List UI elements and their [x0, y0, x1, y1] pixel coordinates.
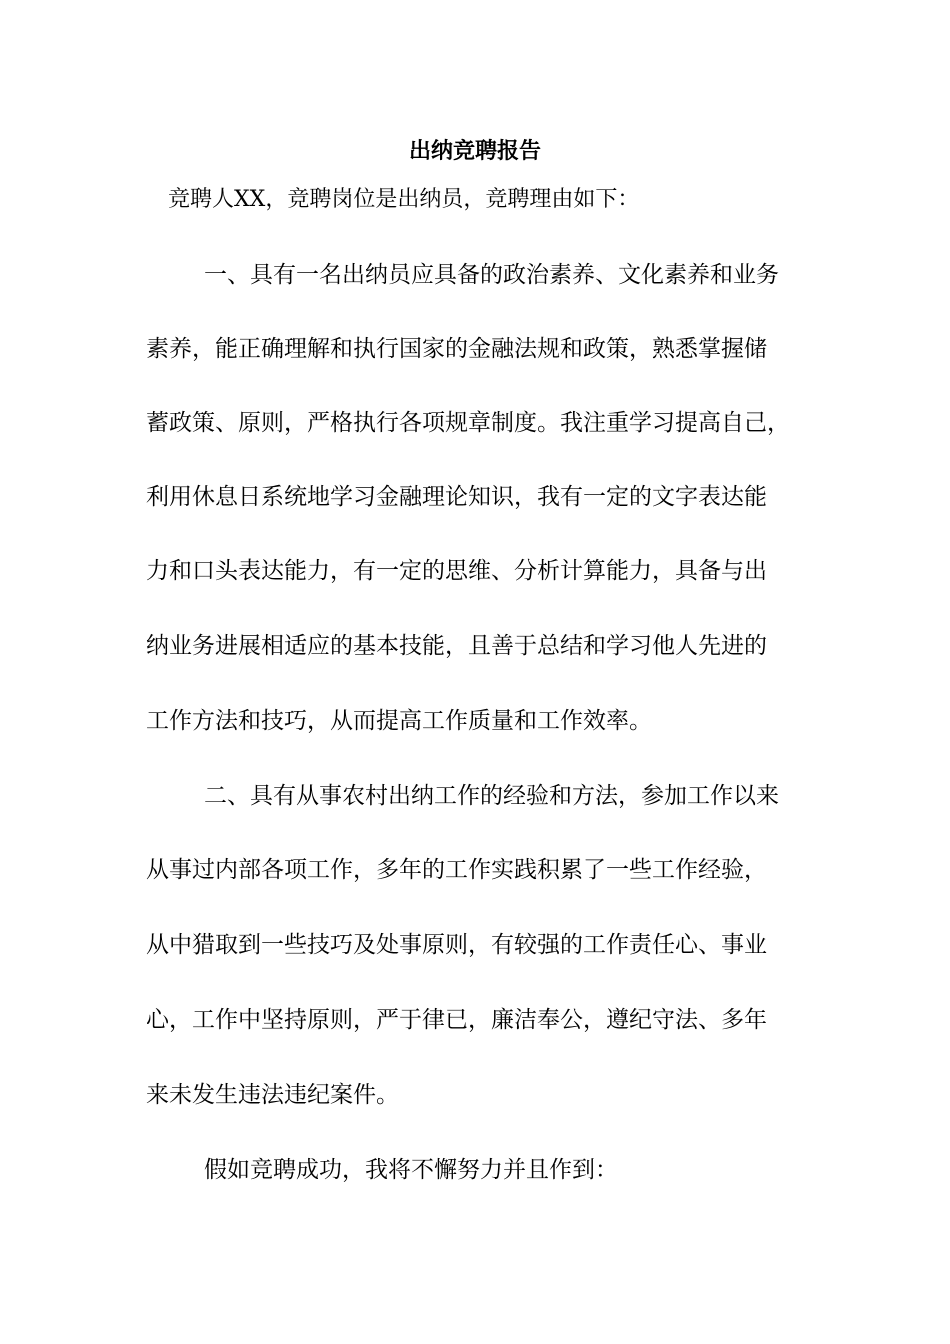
intro-line: 竞聘人XX，竞聘岗位是出纳员，竞聘理由如下： [168, 187, 640, 212]
document-title: 出纳竞聘报告 [408, 138, 541, 164]
paragraph-line: 工作方法和技巧，从而提高工作质量和工作效率。 [146, 708, 652, 734]
paragraph-line: 利用休息日系统地学习金融理论知识，我有一定的文字表达能 [146, 484, 767, 510]
paragraph-line: 来未发生违法违纪案件。 [146, 1082, 399, 1108]
paragraph-line: 纳业务进展相适应的基本技能，且善于总结和学习他人先进的 [146, 633, 767, 659]
paragraph-line: 二、具有从事农村出纳工作的经验和方法，参加工作以来 [204, 783, 779, 809]
paragraph-line: 从事过内部各项工作，多年的工作实践积累了一些工作经验， [146, 857, 767, 883]
paragraph-line: 蓄政策、原则，严格执行各项规章制度。我注重学习提高自己， [146, 410, 790, 436]
paragraph-line: 一、具有一名出纳员应具备的政治素养、文化素养和业务 [204, 262, 779, 288]
paragraph-line: 素养，能正确理解和执行国家的金融法规和政策，熟悉掌握储 [146, 336, 767, 362]
paragraph-line: 力和口头表达能力，有一定的思维、分析计算能力，具备与出 [146, 558, 767, 584]
paragraph-line: 从中猎取到一些技巧及处事原则，有较强的工作责任心、事业 [146, 932, 767, 958]
paragraph-line: 心，工作中坚持原则，严于律已，廉洁奉公，遵纪守法、多年 [146, 1007, 767, 1033]
paragraph-line: 假如竞聘成功，我将不懈努力并且作到： [204, 1157, 618, 1183]
